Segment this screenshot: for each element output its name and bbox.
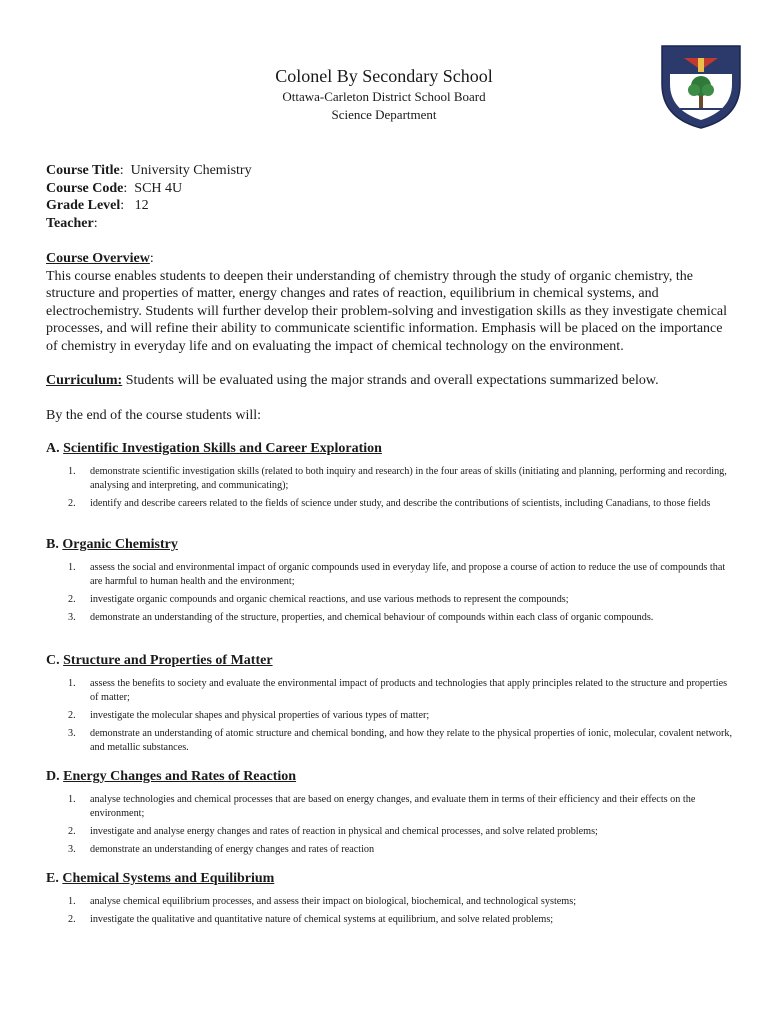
list-item: 2. investigate and analyse energy changes and rates of reaction in physical and chemical processes, and solve related problems; bbox=[68, 825, 598, 837]
list-item-text: demonstrate an understanding of the structure, properties, and chemical behaviour of compounds within each class of organic compounds. bbox=[90, 611, 654, 623]
strand-title: Structure and Properties of Matter bbox=[63, 653, 273, 668]
grade-level-label: Grade Level bbox=[46, 198, 121, 213]
list-item-text: investigate and analyse energy changes and rates of reaction in physical and chemical processes, and solve related problems; bbox=[90, 825, 598, 837]
strand-d-list bbox=[46, 793, 736, 861]
course-code-label: Course Code bbox=[46, 180, 124, 196]
strand-letter: C. bbox=[46, 653, 60, 668]
course-code-row: Course Code: SCH 4U bbox=[46, 180, 183, 196]
strand-e-list bbox=[46, 895, 736, 931]
list-item-text: demonstrate an understanding of energy changes and rates of reaction bbox=[90, 843, 375, 855]
curriculum-heading: Curriculum: bbox=[46, 373, 123, 388]
list-item: 2. investigate organic compounds and organic chemical reactions, and use various methods to represent the compounds; bbox=[68, 593, 569, 605]
course-title-label: Course Title bbox=[46, 163, 120, 178]
strand-title: Energy Changes and Rates of Reaction bbox=[63, 769, 297, 784]
list-item: 1. demonstrate scientific investigation skills (related to both inquiry and research) in the four areas of skills (initiating and planning, performing and recording, analysing and interpreting, and communicating); bbox=[68, 466, 727, 491]
list-item-text: analyse chemical equilibrium processes, and assess their impact on biological, biochemical, and technological systems; bbox=[90, 896, 577, 907]
course-title-row: Course Title: University Chemistry bbox=[46, 163, 252, 178]
course-info bbox=[46, 162, 252, 232]
strand-e-heading bbox=[46, 871, 274, 887]
document-header bbox=[0, 64, 768, 124]
curriculum-section bbox=[46, 372, 736, 390]
list-item-text: assess the social and environmental impact of organic compounds used in everyday life, and propose a course of action to reduce the use of compounds that are harmful to human health and the environment; bbox=[90, 562, 726, 587]
list-item: 2. investigate the qualitative and quantitative nature of chemical systems at equilibrium, and solve related problems; bbox=[68, 913, 554, 925]
strand-letter: A. bbox=[46, 441, 60, 456]
course-code-value: SCH 4U bbox=[134, 180, 183, 196]
strand-letter: D. bbox=[46, 769, 60, 784]
school-name: Colonel By Secondary School bbox=[275, 66, 493, 86]
strand-title: Chemical Systems and Equilibrium bbox=[62, 871, 275, 886]
department-name: Science Department bbox=[331, 107, 437, 122]
list-item: 3. demonstrate an understanding of the structure, properties, and chemical behaviour of compounds within each class of organic compounds. bbox=[68, 611, 654, 623]
grade-level-value: 12 bbox=[134, 198, 149, 213]
list-item-text: investigate the qualitative and quantitative nature of chemical systems at equilibrium, and solve related problems; bbox=[90, 913, 554, 925]
teacher-row: Teacher: bbox=[46, 215, 98, 231]
teacher-label: Teacher bbox=[46, 215, 94, 231]
grade-level-row: Grade Level: 12 bbox=[46, 198, 149, 213]
board-name: Ottawa-Carleton District School Board bbox=[282, 89, 486, 104]
list-item: 1. assess the benefits to society and evaluate the environmental impact of products and technologies that apply principles related to the structure and properties of matter; bbox=[68, 678, 728, 703]
strand-a-list bbox=[46, 465, 736, 515]
list-item: 1. analyse chemical equilibrium processes, and assess their impact on biological, biochemical, and technological systems; bbox=[68, 896, 577, 907]
school-crest-logo bbox=[658, 40, 744, 130]
list-item-text: analyse technologies and chemical processes that are based on energy changes, and evaluate them in terms of their efficiency and their effects on the environment; bbox=[90, 794, 696, 819]
strand-c-heading bbox=[46, 653, 273, 669]
list-item: 3. demonstrate an understanding of energy changes and rates of reaction bbox=[68, 843, 375, 855]
strand-b-list bbox=[46, 561, 736, 629]
intro-text: By the end of the course students will: bbox=[46, 408, 262, 423]
list-item-text: investigate organic compounds and organic chemical reactions, and use various methods to represent the compounds; bbox=[90, 593, 569, 605]
list-item: 2. investigate the molecular shapes and physical properties of various types of matter; bbox=[68, 709, 430, 721]
list-item-text: investigate the molecular shapes and physical properties of various types of matter; bbox=[90, 709, 430, 721]
list-item-text: assess the benefits to society and evaluate the environmental impact of products and technologies that apply principles related to the structure and properties of matter; bbox=[90, 678, 728, 703]
course-title-value: University Chemistry bbox=[130, 163, 252, 178]
list-item-text: demonstrate an understanding of atomic structure and chemical bonding, and how they relate to the physical properties of ionic, molecular, covalent network, and metallic substances. bbox=[90, 727, 733, 753]
list-item: 3. demonstrate an understanding of atomic structure and chemical bonding, and how they relate to the physical properties of ionic, molecular, covalent network, and metallic substances. bbox=[68, 727, 733, 753]
list-item: 1. analyse technologies and chemical processes that are based on energy changes, and evaluate them in terms of their efficiency and their effects on the environment; bbox=[68, 794, 696, 819]
strand-title: Organic Chemistry bbox=[62, 537, 178, 552]
strand-b-heading bbox=[46, 537, 178, 553]
strand-letter: B. bbox=[46, 537, 59, 552]
strand-d-heading bbox=[46, 769, 296, 785]
curriculum-text: Students will be evaluated using the major strands and overall expectations summarized below. bbox=[122, 373, 659, 388]
strand-title: Scientific Investigation Skills and Career Exploration bbox=[63, 441, 382, 456]
list-item: 1. assess the social and environmental impact of organic compounds used in everyday life, and propose a course of action to reduce the use of compounds that are harmful to human health and the environment; bbox=[68, 562, 726, 587]
strand-c-list bbox=[46, 677, 736, 759]
list-item-text: demonstrate scientific investigation skills (related to both inquiry and research) in the four areas of skills (initiating and planning, performing and recording, analysing and interpreting, and communicating); bbox=[90, 466, 727, 491]
list-item: 2. identify and describe careers related to the fields of science under study, and describe the contributions of scientists, including Canadians, to those fields bbox=[68, 497, 711, 509]
course-overview-text: This course enables students to deepen their understanding of chemistry through the study of organic chemistry, the structure and properties of matter, energy changes and rates of reaction, equilibrium in chemical systems, and electrochemistry. Students will further develop their problem-solving and investigation skills as they investigate chemical processes, and will refine their ability to communicate scientific information. Emphasis will be placed on the importance of chemistry in everyday life and on evaluating the impact of chemical technology on the environment. bbox=[46, 268, 728, 354]
strand-letter: E. bbox=[46, 871, 59, 886]
list-item-text: identify and describe careers related to the fields of science under study, and describe the contributions of scientists, including Canadians, to those fields bbox=[90, 497, 711, 509]
course-overview-section: Course Overview: This course enables students to deepen their understanding of chemistry through the study of organic chemistry, the structure and properties of matter, energy changes and rates of reaction, equilibrium in chemical systems, and electrochemistry. Students will further develop their problem-solving and investigation skills as they investigate chemical processes, and will refine their ability to communicate scientific information. Emphasis will be placed on the importance of chemistry in everyday life and on evaluating the impact of chemical technology on the environment. bbox=[46, 250, 736, 355]
strand-a-heading bbox=[46, 441, 382, 457]
course-overview-heading: Course Overview bbox=[46, 251, 150, 266]
